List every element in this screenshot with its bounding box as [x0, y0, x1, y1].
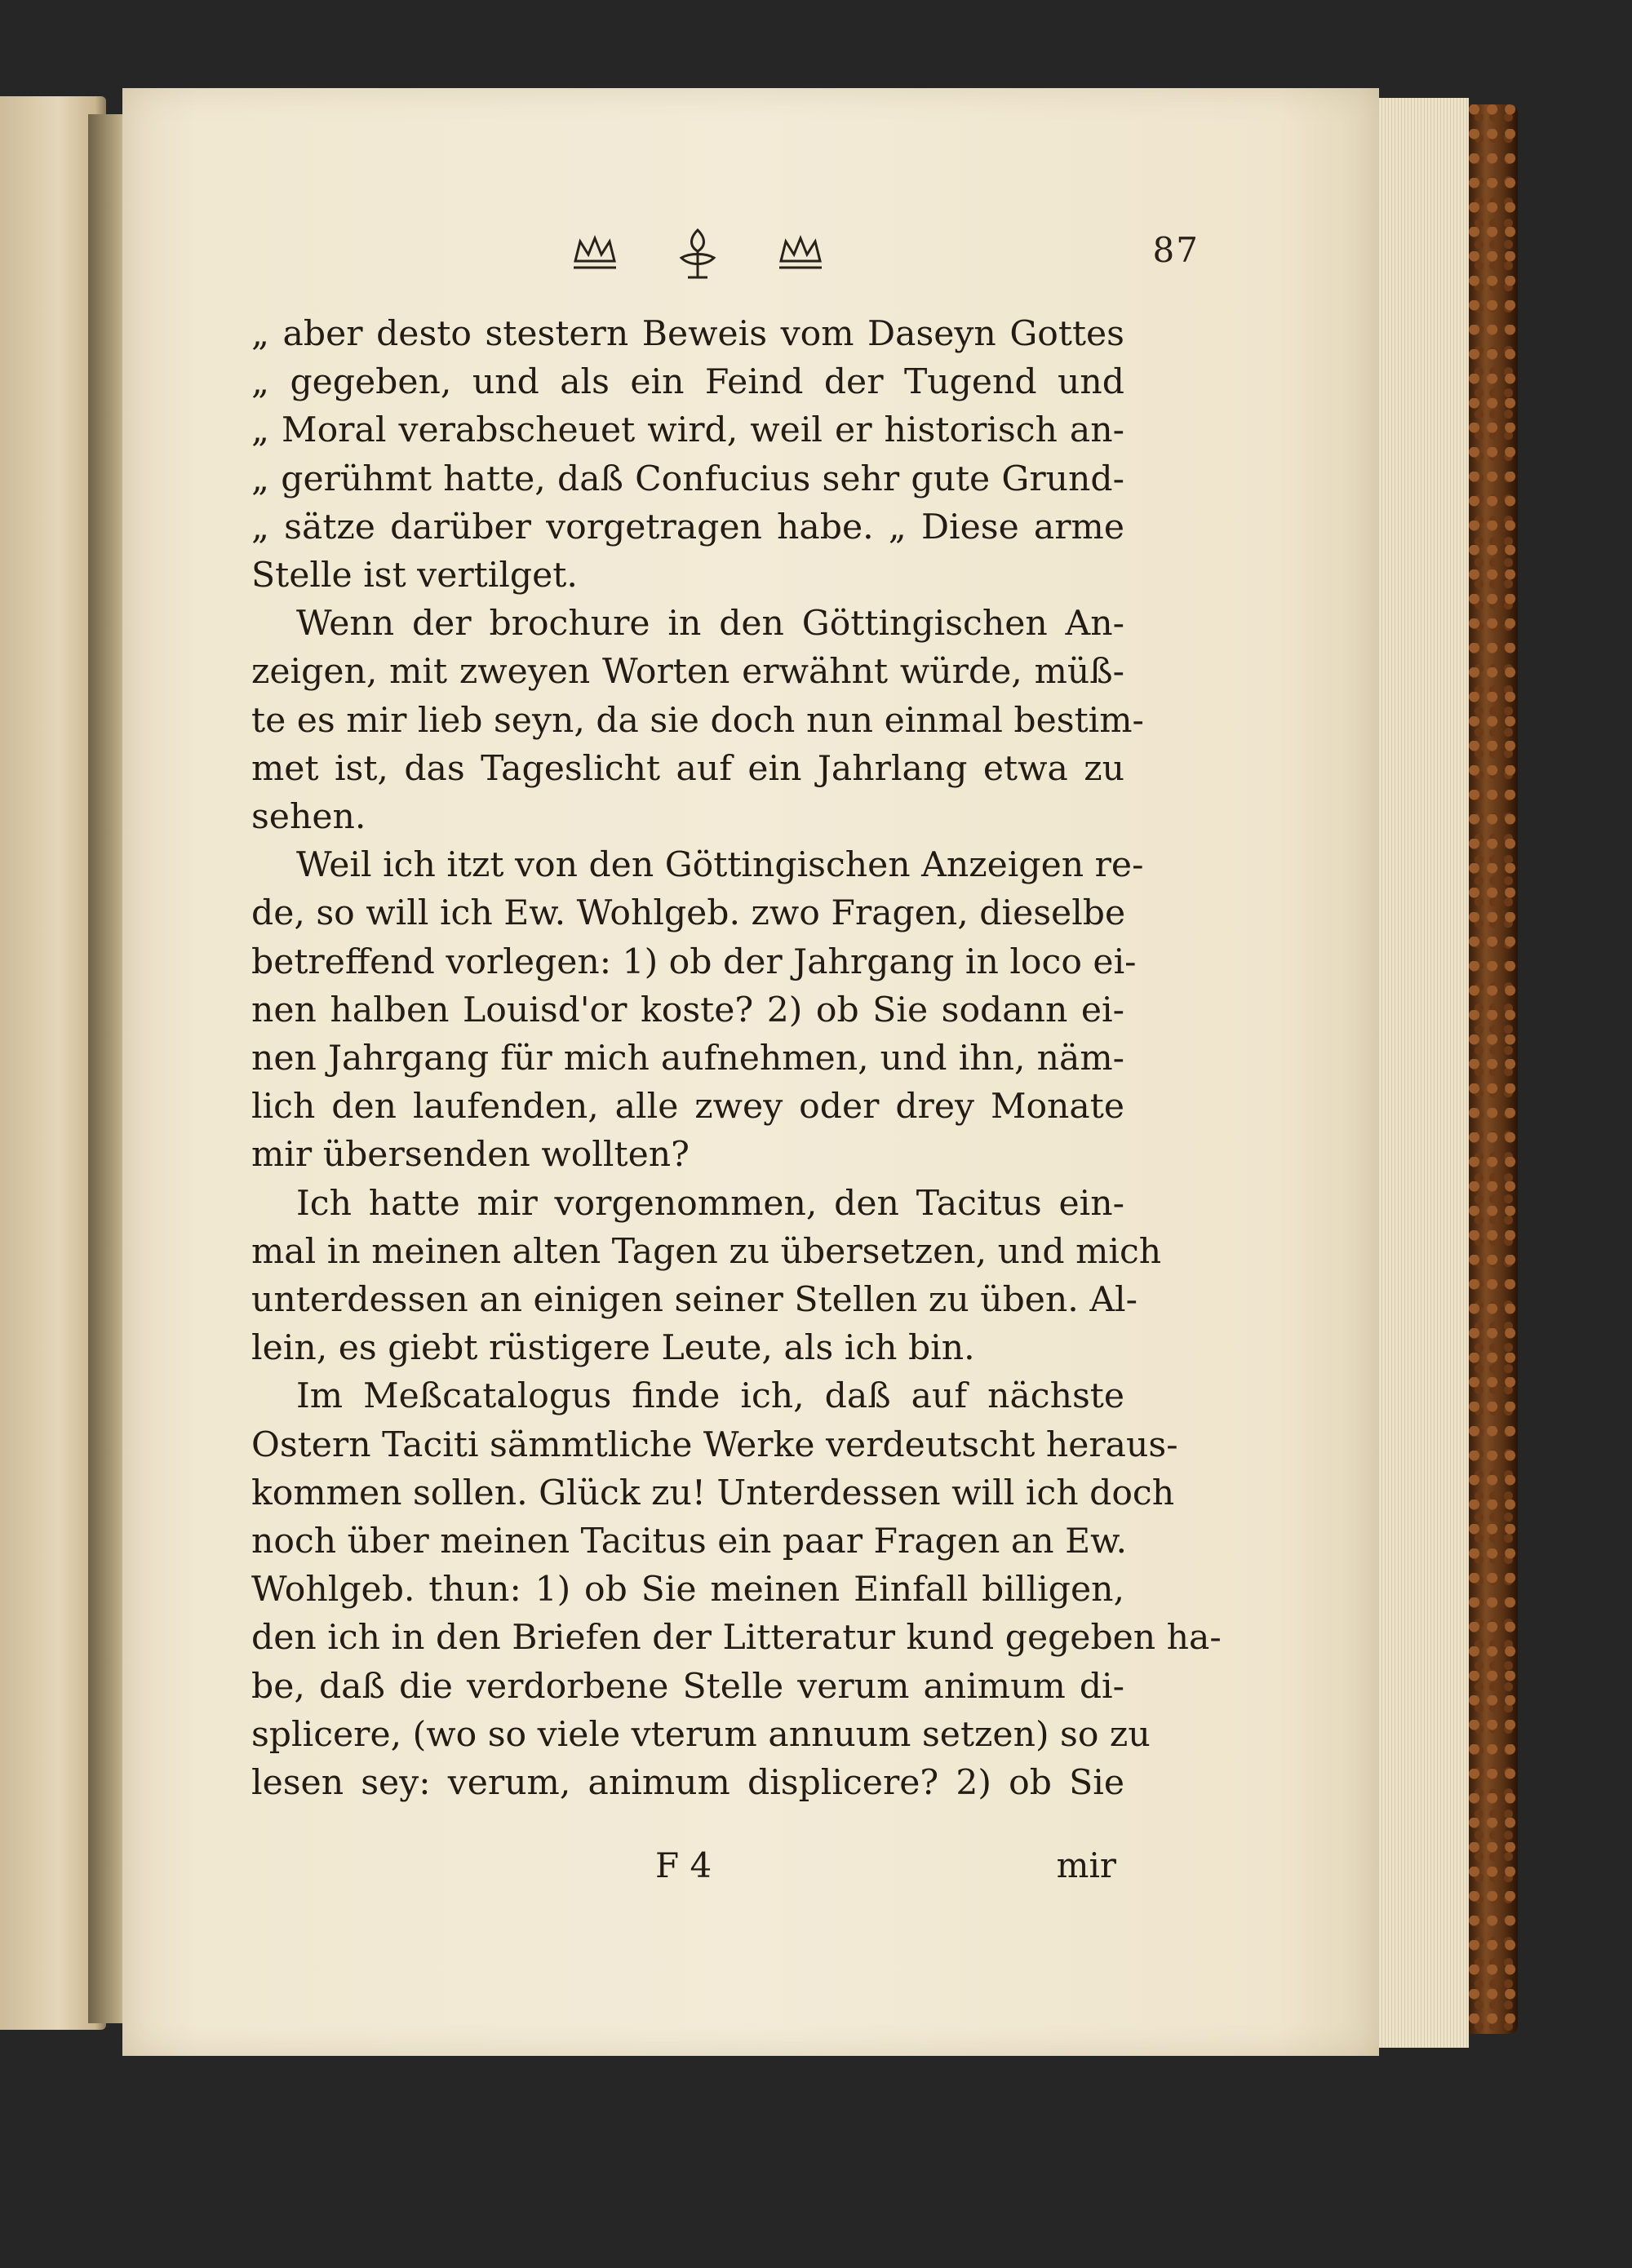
- text-line: splicere, (wo so viele vterum annuum setzen) so zu: [251, 1714, 1151, 1755]
- text-line: Weil ich itzt von den Göttingischen Anzeigen re-: [296, 845, 1144, 886]
- text-line: Ich hatte mir vorgenommen, den Tacitus ein-: [296, 1183, 1124, 1224]
- text-line: noch über meinen Tacitus ein paar Fragen an Ew.: [251, 1522, 1128, 1562]
- text-line: Ostern Taciti sämmtliche Werke verdeutscht heraus-: [251, 1424, 1178, 1465]
- text-line: den ich in den Briefen der Litteratur kund gegeben ha-: [251, 1618, 1222, 1659]
- page-footer: [251, 1845, 1124, 1894]
- page-fore-edge: [1379, 98, 1469, 2048]
- text-line: Wohlgeb. thun: 1) ob Sie meinen Einfall billigen,: [251, 1570, 1124, 1610]
- text-line: be, daß die verdorbene Stelle verum animum di-: [251, 1666, 1124, 1707]
- text-line: „ gegeben, und als ein Feind der Tugend und: [251, 362, 1124, 403]
- text-line: de, so will ich Ew. Wohlgeb. zwo Fragen, dieselbe: [251, 893, 1126, 934]
- catchword: mir: [1056, 1845, 1116, 1885]
- text-line: lich den laufenden, alle zwey oder drey Monate: [251, 1087, 1124, 1127]
- text-line: Wenn der brochure in den Göttingischen An-: [296, 604, 1124, 645]
- text-line: unterdessen an einigen seiner Stellen zu üben. Al-: [251, 1280, 1138, 1321]
- text-line: met ist, das Tageslicht auf ein Jahrlang etwa zu: [251, 748, 1124, 789]
- body-text: [251, 310, 1222, 1807]
- text-line: nen Jahrgang für mich aufnehmen, und ihn, näm-: [251, 1039, 1124, 1079]
- text-line: zeigen, mit zweyen Worten erwähnt würde, müß-: [251, 652, 1124, 693]
- text-line: te es mir lieb seyn, da sie doch nun einmal bestim-: [251, 700, 1144, 741]
- text-line: mal in meinen alten Tagen zu übersetzen, und mich: [251, 1231, 1162, 1272]
- text-line: Im Meßcatalogus finde ich, daß auf nächste: [296, 1376, 1124, 1417]
- marbled-cover: [1469, 104, 1518, 2034]
- signature-mark: F 4: [655, 1845, 712, 1885]
- text-line: betreffend vorlegen: 1) ob der Jahrgang in loco ei-: [251, 941, 1137, 982]
- text-line: sehen.: [251, 797, 366, 838]
- page-header: [245, 220, 1200, 286]
- crown-ornament-icon: [567, 220, 828, 286]
- page-number: 87: [1152, 230, 1200, 270]
- text-line: „ gerühmt hatte, daß Confucius sehr gute Grund-: [251, 458, 1124, 499]
- text-line: „ aber desto stestern Beweis vom Daseyn Gottes: [251, 314, 1124, 354]
- text-line: mir übersenden wollten?: [251, 1135, 690, 1176]
- text-line: Stelle ist vertilget.: [251, 556, 578, 596]
- text-line: nen halben Louisd'or koste? 2) ob Sie sodann ei-: [251, 990, 1124, 1030]
- text-line: „ sätze darüber vorgetragen habe. „ Diese arme: [251, 507, 1124, 547]
- text-line: kommen sollen. Glück zu! Unterdessen will ich doch: [251, 1473, 1175, 1513]
- text-line: „ Moral verabscheuet wird, weil er historisch an-: [251, 410, 1124, 451]
- text-line: lesen sey: verum, animum displicere? 2) ob Sie: [251, 1763, 1124, 1804]
- text-line: lein, es giebt rüstigere Leute, als ich bin.: [251, 1328, 975, 1369]
